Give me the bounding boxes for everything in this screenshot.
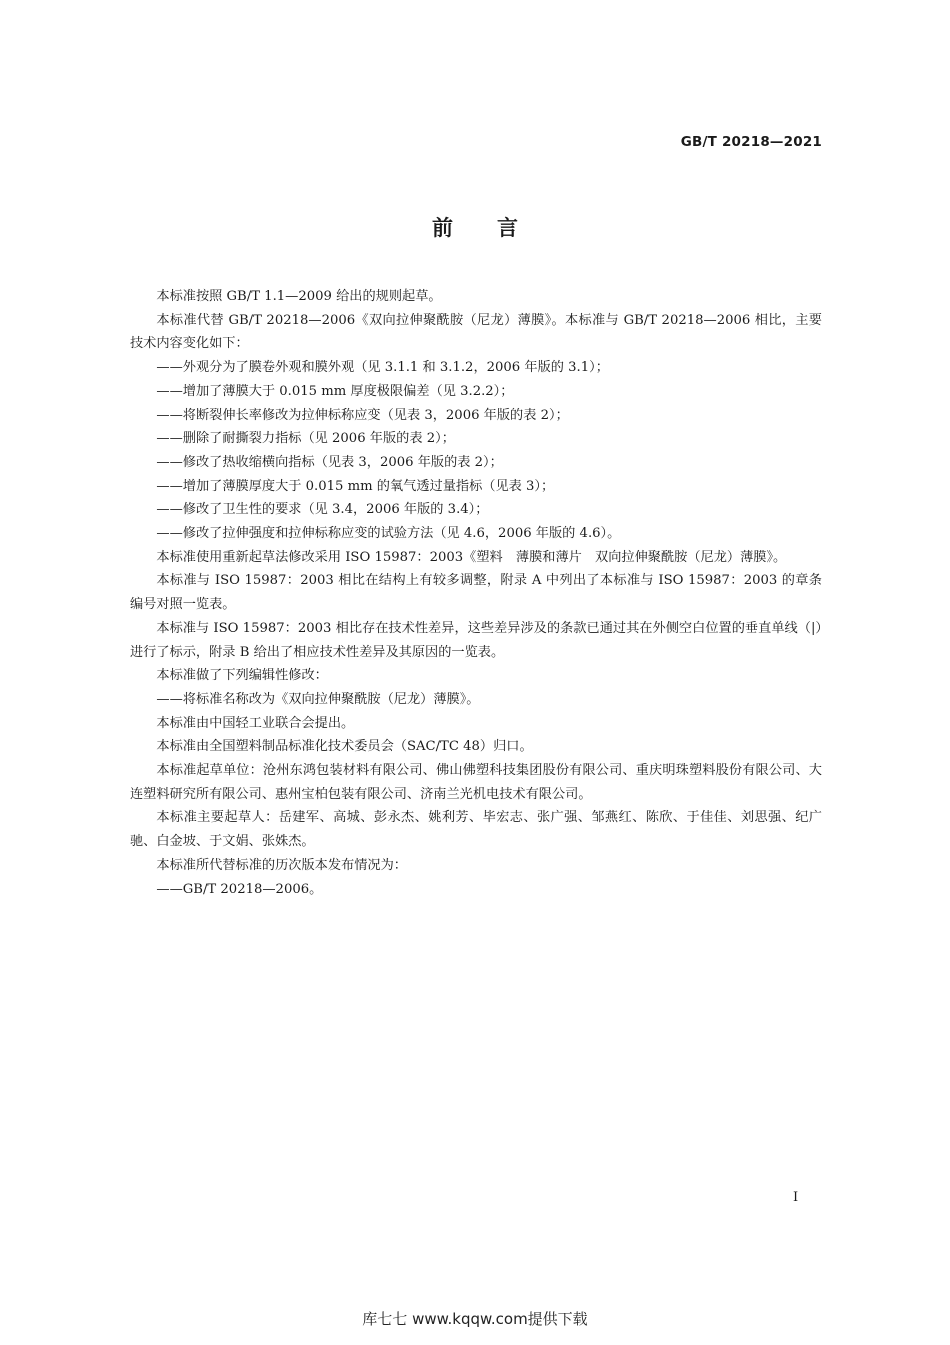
- page-number: I: [793, 1190, 799, 1205]
- paragraph: 本标准做了下列编辑性修改：: [156, 668, 328, 684]
- paragraph: 本标准与 ISO 15987：2003 相比在结构上有较多调整，附录 A 中列出了本标准与 ISO 15987：2003 的章条编号对照一览表。: [130, 573, 822, 613]
- standard-code: GB/T 20218—2021: [680, 134, 822, 150]
- paragraph: 本标准与 ISO 15987：2003 相比存在技术性差异，这些差异涉及的条款已通过其在外侧空白位置的垂直单线（|）进行了标示，附录 B 给出了相应技术性差异及其原因的一览表。: [130, 620, 822, 660]
- paragraph: 本标准起草单位：沧州东鸿包装材料有限公司、佛山佛塑科技集团股份有限公司、重庆明珠塑料股份有限公司、大连塑料研究所有限公司、惠州宝柏包装有限公司、济南兰光机电技术有限公司。: [130, 763, 822, 802]
- change-item: ——修改了热收缩横向指标（见表 3，2006 年版的表 2）；: [156, 454, 503, 470]
- paragraph: 本标准代替 GB/T 20218—2006《双向拉伸聚酰胺（尼龙）薄膜》。本标准与 GB/T 20218—2006 相比，主要技术内容变化如下：: [130, 312, 822, 352]
- paragraph: 本标准按照 GB/T 1.1—2009 给出的规则起草。: [156, 289, 442, 304]
- change-item: ——删除了耐撕裂力指标（见 2006 年版的表 2）；: [156, 431, 455, 447]
- change-item: ——将标准名称改为《双向拉伸聚酰胺（尼龙）薄膜》。: [156, 691, 480, 707]
- paragraph: 本标准所代替标准的历次版本发布情况为：: [156, 857, 407, 873]
- paragraph: 本标准由中国轻工业联合会提出。: [156, 715, 355, 731]
- change-item: ——修改了卫生性的要求（见 3.4，2006 年版的 3.4）；: [156, 502, 489, 518]
- paragraph: 本标准使用重新起草法修改采用 ISO 15987：2003《塑料 薄膜和薄片 双向拉伸聚酰胺（尼龙）薄膜》。: [156, 549, 787, 565]
- change-item: ——修改了拉伸强度和拉伸标称应变的试验方法（见 4.6，2006 年版的 4.6）。: [156, 526, 621, 542]
- change-item: ——增加了薄膜大于 0.015 mm 厚度极限偏差（见 3.2.2）；: [156, 383, 514, 399]
- page-title: 前言: [432, 216, 562, 240]
- paragraph: 本标准由全国塑料制品标准化技术委员会（SAC/TC 48）归口。: [156, 739, 533, 755]
- body-content: [130, 285, 822, 901]
- download-footer: 库七七 www.kqqw.com提供下载: [362, 1310, 588, 1328]
- change-item: ——将断裂伸长率修改为拉伸标称应变（见表 3，2006 年版的表 2）；: [156, 407, 569, 423]
- paragraph: 本标准主要起草人：岳建军、高城、彭永杰、姚利芳、毕宏志、张广强、邹燕红、陈欣、于佳佳、刘思强、纪广驰、白金坡、于文娟、张姝杰。: [130, 810, 822, 850]
- change-item: ——增加了薄膜厚度大于 0.015 mm 的氧气透过量指标（见表 3）；: [156, 478, 555, 494]
- change-item: ——GB/T 20218—2006。: [156, 881, 323, 897]
- change-item: ——外观分为了膜卷外观和膜外观（见 3.1.1 和 3.1.2，2006 年版的 3.1）；: [156, 360, 609, 376]
